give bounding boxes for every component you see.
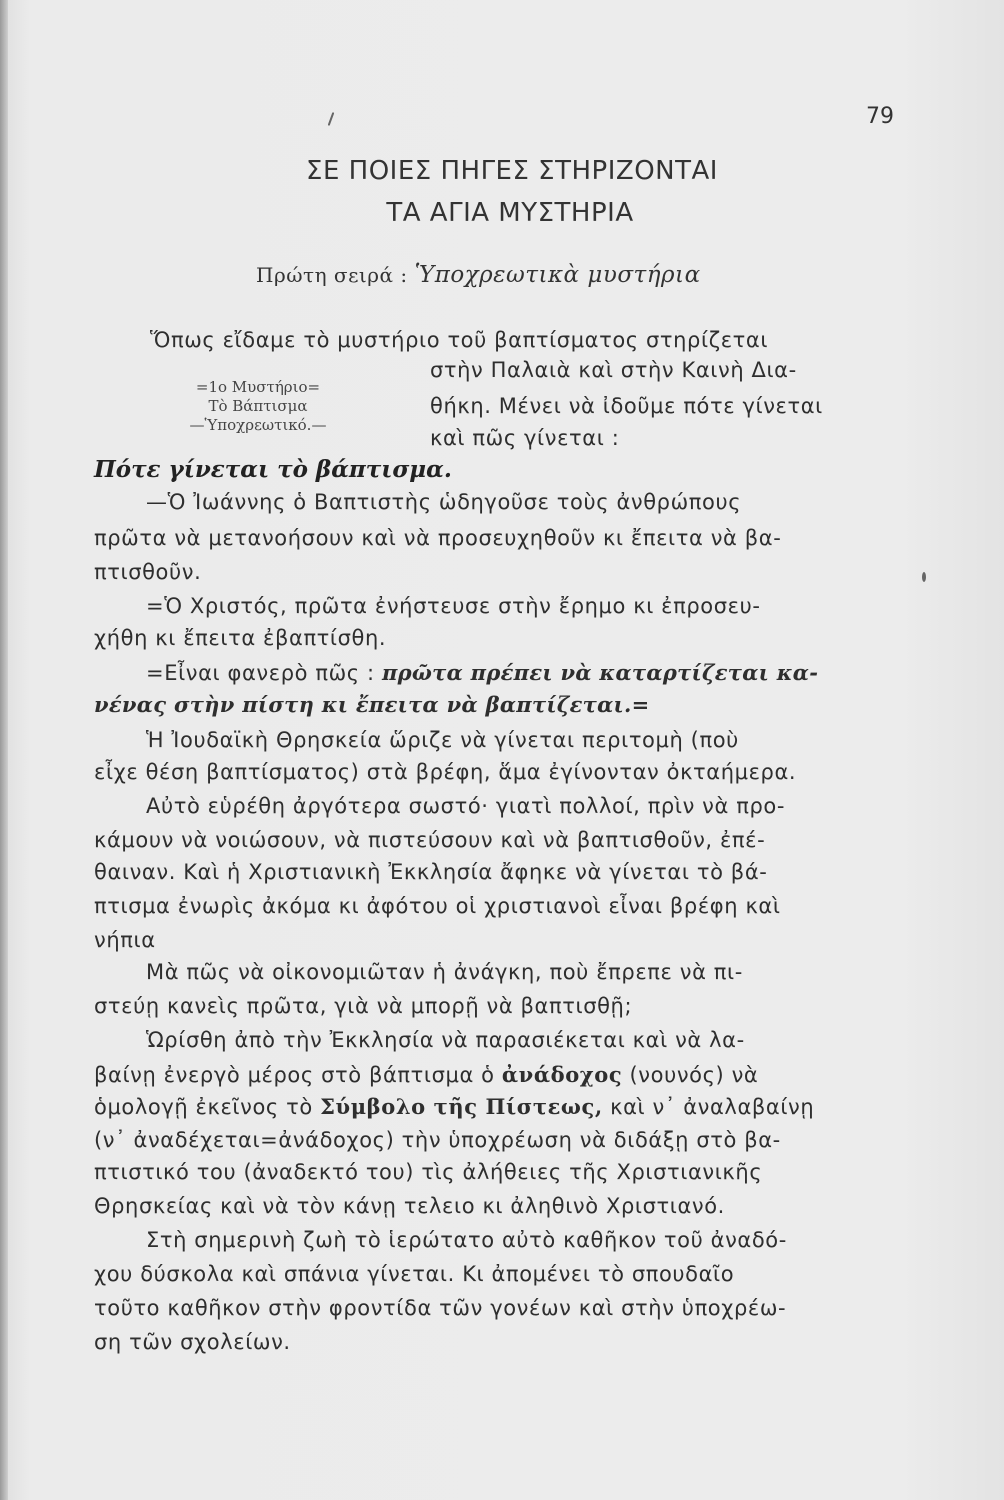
- para-godparent-line-4: (ν᾽ ἀναδέχεται=ἀνάδοχος) τὴν ὑποχρέωση νὰ διδάξῃ στὸ βα-: [94, 1128, 781, 1152]
- margin-note-line-3: —Ὑποχρεωτικό.—: [189, 416, 327, 434]
- para-clear-emphasis-2: νένας στὴν πίστη κι ἔπειτα νὰ βαπτίζεται.=: [94, 692, 650, 717]
- section-heading: Πότε γίνεται τὸ βάπτισμα.: [94, 456, 452, 483]
- para-godparent-line-2-end: (νουνός) νὰ: [622, 1063, 759, 1087]
- series-label: Πρώτη σειρά :: [256, 263, 408, 287]
- para-clear-line-1: [146, 660, 818, 685]
- print-speck: [922, 572, 926, 582]
- para-how-line-2: στεύῃ κανεὶς πρῶτα, γιὰ νὰ μπορῇ νὰ βαπτισθῇ;: [94, 994, 633, 1018]
- intro-line-1: Ὅπως εἴδαμε τὸ μυστήριο τοῦ βαπτίσματος στηρίζεται: [150, 328, 769, 352]
- margin-note-line-1: =1ο Μυστήριο=: [195, 378, 321, 396]
- para-godparent-line-2: [94, 1062, 758, 1087]
- intro-line-3: θήκη. Μένει νὰ ἰδοῦμε πότε γίνεται: [430, 394, 823, 418]
- para-clear-line-2: [94, 692, 650, 717]
- para-jewish-line-7: νήπια: [94, 928, 156, 952]
- para-clear-emphasis-1: πρῶτα πρέπει νὰ καταρτίζεται κα-: [381, 660, 819, 685]
- chapter-title-line-1: ΣΕ ΠΟΙΕΣ ΠΗΓΕΣ ΣΤΗΡΙΖΟΝΤΑΙ: [306, 156, 718, 186]
- para-godparent-line-1: Ὡρίσθη ἀπὸ τὴν Ἐκκλησία νὰ παρασιέκεται καὶ νὰ λα-: [146, 1028, 745, 1052]
- print-speck: [328, 112, 335, 126]
- para-jewish-line-5: θαιναν. Καὶ ἡ Χριστιανικὴ Ἐκκλησία ἄφηκε νὰ γίνεται τὸ βά-: [94, 860, 768, 884]
- para-godparent-line-3-start: ὁμολογῇ ἐκεῖνος τὸ: [94, 1095, 321, 1119]
- para-clear-lead: =Εἶναι φανερὸ πῶς :: [146, 661, 382, 685]
- para-jewish-line-4: κάμουν νὰ νοιώσουν, νὰ πιστεύσουν καὶ νὰ βαπτισθοῦν, ἐπέ-: [94, 828, 766, 852]
- chapter-title-line-2: ΤΑ ΑΓΙΑ ΜΥΣΤΗΡΙΑ: [386, 198, 634, 228]
- para-john-line-3: πτισθοῦν.: [94, 560, 202, 584]
- para-how-line-1: Μὰ πῶς νὰ οἰκονομιῶταν ἡ ἀνάγκη, ποὺ ἔπρεπε νὰ πι-: [146, 960, 743, 984]
- creed-term: Σύμβολο τῆς Πίστεως,: [320, 1094, 603, 1119]
- para-john-line-1: —Ὁ Ἰωάννης ὁ Βαπτιστὴς ὡδηγοῦσε τοὺς ἀνθρώπους: [146, 490, 742, 514]
- para-godparent-line-2-start: βαίνῃ ἐνεργὸ μέρος στὸ βάπτισμα ὁ: [94, 1063, 502, 1087]
- para-jewish-line-1: Ἡ Ἰουδαϊκὴ Θρησκεία ὥριζε νὰ γίνεται περιτομὴ (ποὺ: [146, 728, 739, 752]
- para-christ-line-2: χήθη κι ἔπειτα ἐβαπτίσθη.: [94, 626, 387, 650]
- para-today-line-2: χου δύσκολα καὶ σπάνια γίνεται. Κι ἀπομένει τὸ σπουδαῖο: [94, 1262, 735, 1286]
- para-godparent-line-5: πτιστικό του (ἀναδεκτό του) τὶς ἀλήθειες τῆς Χριστιανικῆς: [94, 1160, 763, 1184]
- para-john-line-2: πρῶτα νὰ μετανοήσουν καὶ νὰ προσευχηθοῦν κι ἔπειτα νὰ βα-: [94, 526, 782, 550]
- intro-line-4: καὶ πῶς γίνεται :: [430, 426, 620, 450]
- intro-line-2: στὴν Παλαιὰ καὶ στὴν Καινὴ Δια-: [430, 358, 797, 382]
- series-line: [256, 262, 701, 288]
- para-godparent-line-3: [94, 1094, 814, 1119]
- para-jewish-line-3: Αὐτὸ εὑρέθη ἀργότερα σωστό· γιατὶ πολλοί, πρὶν νὰ προ-: [146, 794, 786, 818]
- para-today-line-4: ση τῶν σχολείων.: [94, 1330, 291, 1354]
- series-value: Ὑποχρεωτικὰ μυστήρια: [414, 262, 701, 288]
- margin-note: [160, 378, 356, 435]
- margin-note-line-2: Τὸ Βάπτισμα: [208, 397, 308, 415]
- page-number: 79: [866, 104, 894, 129]
- para-today-line-3: τοῦτο καθῆκον στὴν φροντίδα τῶν γονέων καὶ στὴν ὑποχρέω-: [94, 1296, 787, 1320]
- para-jewish-line-2: εἶχε θέση βαπτίσματος) στὰ βρέφη, ἅμα ἐγίνονταν ὀκταήμερα.: [94, 760, 797, 784]
- para-godparent-line-6: Θρησκείας καὶ νὰ τὸν κάνῃ τελειο κι ἀληθινὸ Χριστιανό.: [94, 1194, 725, 1218]
- para-christ-line-1: =Ὁ Χριστός, πρῶτα ἐνήστευσε στὴν ἔρημο κι ἐπροσευ-: [146, 594, 761, 618]
- para-today-line-1: Στὴ σημερινὴ ζωὴ τὸ ἱερώτατο αὐτὸ καθῆκον τοῦ ἀναδό-: [146, 1228, 787, 1252]
- para-godparent-line-3-end: καὶ ν᾽ ἀναλαβαίνῃ: [602, 1095, 815, 1119]
- godparent-term: ἀνάδοχος: [501, 1062, 623, 1087]
- para-jewish-line-6: πτισμα ἐνωρὶς ἀκόμα κι ἀφότου οἱ χριστιανοὶ εἶναι βρέφη καὶ: [94, 894, 781, 918]
